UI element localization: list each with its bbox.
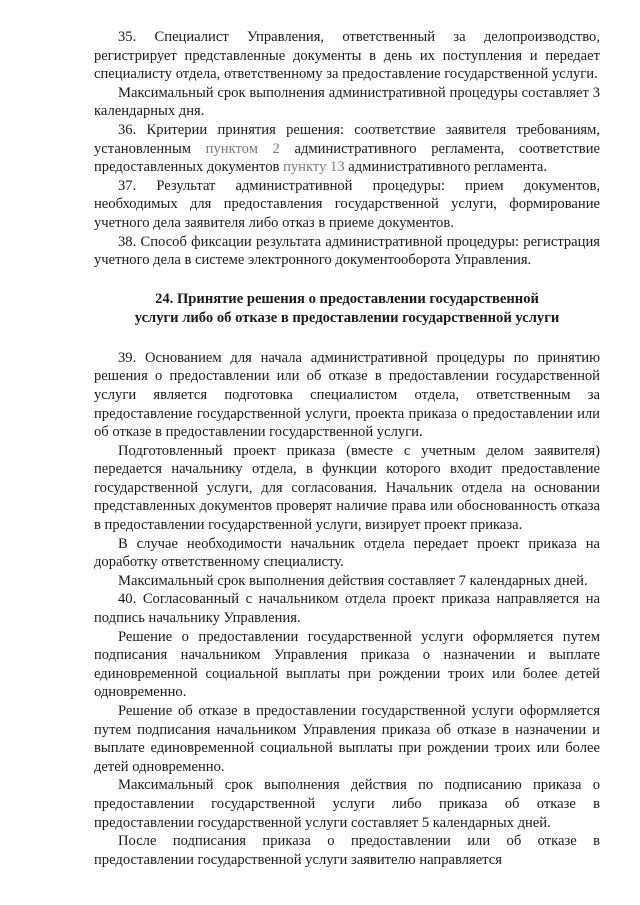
paragraph-39: 39. Основанием для начала административной процедуры по принятию решения о предоставлении или об отказе в предоставлении государственной услуги является подготовка специалистом отдела, ответственным за предоставление государственной услуги, проекта приказа о предоставлении или об отказе в предоставлении государственной услуги. (94, 349, 600, 441)
section-heading-line1: 24. Принятие решения о предоставлении государственной (155, 290, 539, 307)
paragraph-38: 38. Способ фиксации результата административной процедуры: регистрация учетного дела в системе электронного документооборота Управления. (94, 233, 600, 269)
section-heading-24 (94, 290, 600, 328)
paragraph-39-revision: В случае необходимости начальник отдела передает проект приказа на доработку ответственному специалисту. (94, 535, 600, 571)
paragraph-36-link-point-2: пунктом 2 (205, 140, 280, 157)
paragraph-36 (94, 121, 600, 177)
paragraph-40-refusal: Решение об отказе в предоставлении государственной услуги оформляется путем подписания начальником Управления приказа об отказе в назначении и выплате единовременной социальной выплаты при рождении троих или более детей одновременно. (94, 703, 600, 775)
paragraph-40: 40. Согласованный с начальником отдела проект приказа направляется на подпись начальнику Управления. (94, 591, 600, 627)
section-heading-line2: услуги либо об отказе в предоставлении государственной услуги (134, 309, 560, 326)
paragraph-36-part1: 36. Критерии принятия решения: соответствие заявителя требованиям, установленным (94, 121, 600, 157)
paragraph-36-part3: административного регламента. (344, 159, 548, 176)
paragraph-36-link-point-13: пункту 13 (283, 159, 345, 176)
paragraph-39-approval: Подготовленный проект приказа (вместе с учетным делом заявителя) передается начальнику отдела, в функции которого входит предоставление государственной услуги, для согласования. Начальник отдела на основании представленных документов проверят наличие права или обоснованность отказа в предоставлении государственной услуги, визирует проект приказа. (94, 442, 600, 534)
paragraph-39-term: Максимальный срок выполнения действия составляет 7 календарных дней. (118, 572, 588, 589)
paragraph-40-after-signing: После подписания приказа о предоставлении или об отказе в предоставлении государственной услуги заявителю направляется (94, 833, 600, 868)
paragraph-40-term: Максимальный срок выполнения действия по подписанию приказа о предоставлении государственной услуги либо приказа об отказе в предоставлении государственной услуги составляет 5 календарных дней. (94, 777, 600, 831)
paragraph-40-grant: Решение о предоставлении государственной услуги оформляется путем подписания начальником Управления приказа о назначении и выплате единовременной социальной выплаты при рождении троих или более детей одновременно. (94, 628, 600, 701)
paragraph-35: 35. Специалист Управления, ответственный за делопроизводство, регистрирует представленные документы в день их поступления и передает специалисту отдела, ответственному за предоставление государственной услуги. (94, 29, 600, 83)
paragraph-36-part2: административного регламента, соответствие предоставленных документов (94, 140, 600, 176)
paragraph-37: 37. Результат административной процедуры: прием документов, необходимых для предоставления государственной услуги, формирование учетного дела заявителя либо отказ в приеме документов. (94, 177, 600, 231)
paragraph-35-term: Максимальный срок выполнения административной процедуры составляет 3 календарных дня. (94, 84, 600, 120)
